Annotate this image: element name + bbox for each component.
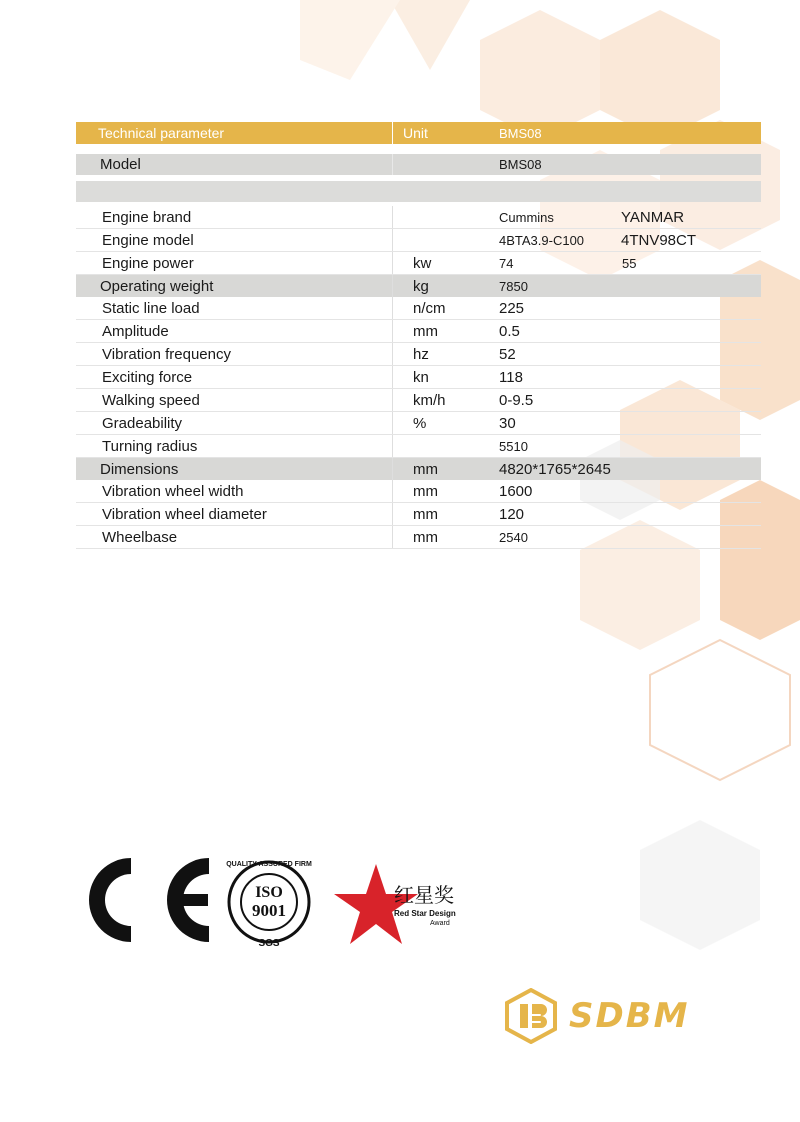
brand-name: SDBM [569, 996, 690, 1036]
header-unit: Unit [392, 122, 499, 144]
row-label: Vibration frequency [102, 345, 231, 363]
row-label: Amplitude [102, 322, 169, 340]
row-value: 0.5 [499, 322, 520, 340]
row-unit: mm [392, 526, 499, 548]
ce-mark-icon [89, 858, 209, 942]
row-value: 5510 [499, 438, 528, 454]
row-label: Walking speed [102, 391, 200, 409]
row-value-alt: YANMAR [621, 208, 685, 226]
table-row [76, 275, 761, 297]
row-value: Cummins [499, 209, 554, 225]
row-label: Wheelbase [102, 528, 178, 546]
iso-sgs: SGS [258, 938, 280, 949]
iso-line1: ISO [255, 884, 283, 901]
table-row [76, 206, 761, 229]
table-row [76, 389, 761, 412]
row-unit: mm [392, 503, 499, 525]
row-value: 4820*1765*2645 [499, 460, 611, 478]
table-row [76, 320, 761, 343]
red-star-award-icon [334, 864, 456, 944]
row-label: Dimensions [100, 460, 179, 478]
row-value: 120 [499, 505, 525, 523]
redstar-en2: Award [430, 920, 450, 927]
table-row [76, 229, 761, 252]
row-value: 74 [499, 255, 514, 271]
row-unit [392, 435, 499, 457]
table-row [76, 503, 761, 526]
spec-table [76, 122, 761, 549]
row-label: Turning radius [102, 437, 198, 455]
table-row [76, 297, 761, 320]
table-row [76, 458, 761, 480]
iso-line2: 9001 [252, 901, 286, 920]
iso-9001-seal-icon [226, 861, 312, 949]
iso-ring: QUALITY ASSURED FIRM [226, 861, 312, 868]
table-row [76, 526, 761, 549]
spacer-row [76, 181, 761, 202]
sdbm-logo-icon [505, 988, 557, 1044]
row-unit: kg [392, 275, 499, 297]
row-value: 2540 [499, 529, 528, 545]
row-value: 1600 [499, 482, 533, 500]
row-value: 7850 [499, 278, 528, 294]
row-label: Engine model [102, 231, 194, 249]
row-label: Gradeability [102, 414, 183, 432]
row-value: 30 [499, 414, 516, 432]
row-unit: n/cm [392, 297, 499, 319]
model-label: Model [100, 156, 141, 173]
certification-logos [76, 850, 476, 955]
row-unit [392, 229, 499, 251]
row-unit: mm [392, 320, 499, 342]
row-value: 0-9.5 [499, 391, 534, 409]
row-value: 225 [499, 299, 525, 317]
redstar-en1: Red Star Design [394, 909, 456, 918]
row-label: Exciting force [102, 368, 193, 386]
table-row [76, 343, 761, 366]
row-value: 4BTA3.9-C100 [499, 232, 585, 248]
row-label: Static line load [102, 299, 200, 317]
row-label: Vibration wheel width [102, 482, 244, 500]
row-unit: % [392, 412, 499, 434]
table-row [76, 252, 761, 275]
row-label: Vibration wheel diameter [102, 505, 267, 523]
redstar-cn: 红星奖 [394, 883, 454, 907]
table-row [76, 366, 761, 389]
table-header [76, 122, 761, 144]
table-row [76, 435, 761, 458]
row-value: 118 [499, 368, 523, 386]
header-value: BMS08 [499, 125, 542, 141]
spec-rows [76, 206, 761, 549]
row-label: Engine power [102, 254, 194, 272]
row-unit: mm [392, 458, 499, 480]
row-unit: mm [392, 480, 499, 502]
row-value-alt: 55 [622, 255, 637, 271]
row-unit: kn [392, 366, 499, 388]
table-row [76, 412, 761, 435]
table-row [76, 480, 761, 503]
row-unit [392, 206, 499, 228]
row-value: 52 [499, 345, 516, 363]
row-unit: km/h [392, 389, 499, 411]
row-label: Engine brand [102, 208, 192, 226]
sdbm-brand [505, 988, 689, 1044]
model-value: BMS08 [499, 157, 542, 172]
row-unit: kw [392, 252, 499, 274]
row-value-alt: 4TNV98CT [621, 231, 697, 249]
model-row [76, 154, 761, 175]
row-label: Operating weight [100, 277, 214, 295]
header-param: Technical parameter [98, 125, 225, 141]
logos-svg [76, 850, 476, 950]
row-unit: hz [392, 343, 499, 365]
